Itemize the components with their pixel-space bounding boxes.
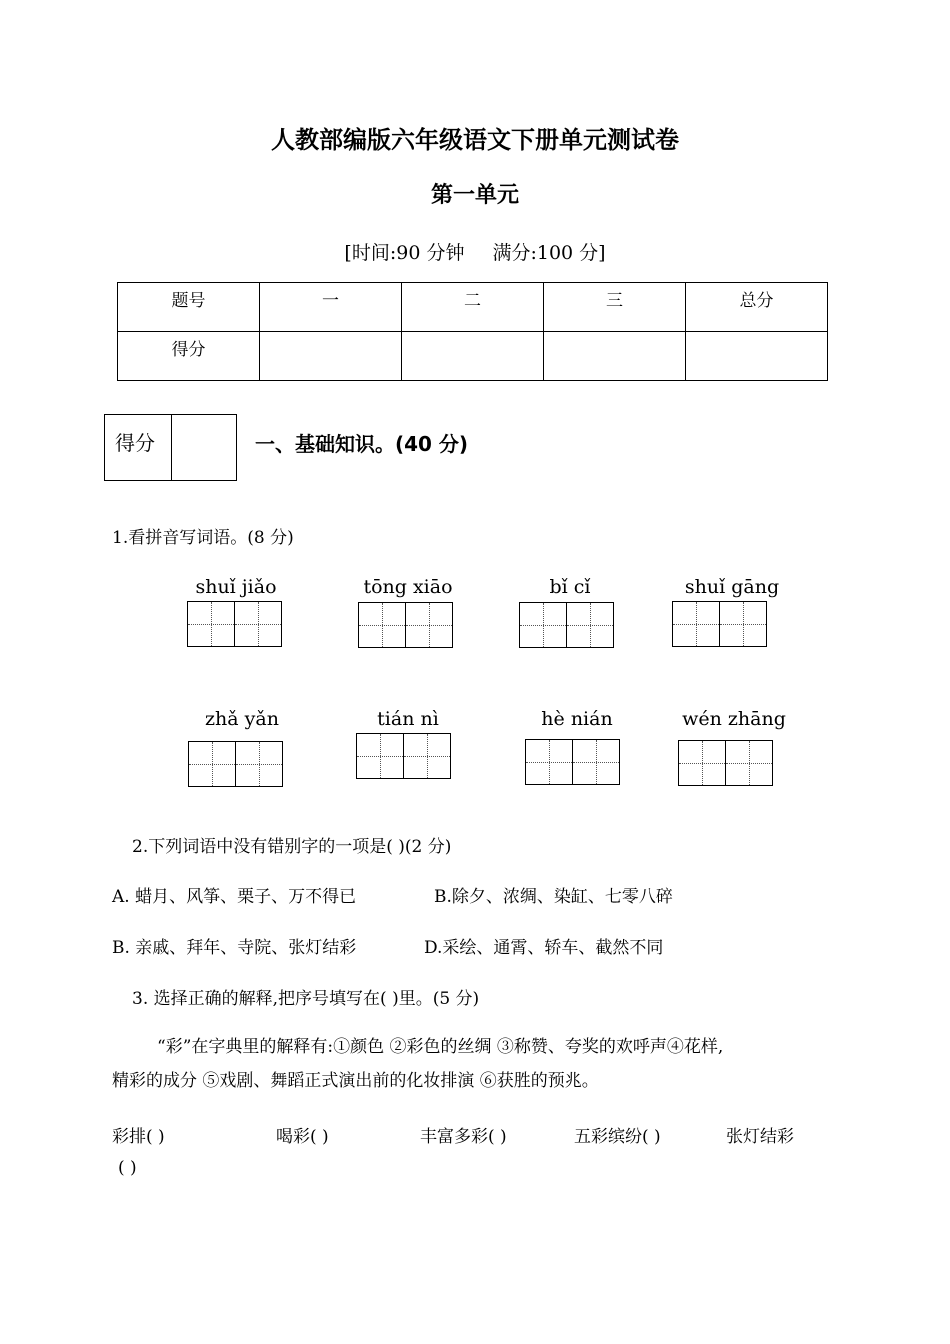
char-box[interactable] bbox=[519, 602, 567, 648]
fill-blank-item[interactable]: 五彩缤纷( ) bbox=[574, 1127, 661, 1147]
fill-blank-paren[interactable]: ( ) bbox=[118, 1158, 137, 1178]
definition-line-1: “彩”在字典里的解释有:①颜色 ②彩色的丝绸 ③称赞、夸奖的欢呼声④花样, bbox=[157, 1037, 724, 1057]
char-box[interactable] bbox=[672, 601, 720, 647]
pinyin-label: tōng xiāo bbox=[363, 576, 453, 598]
char-box[interactable] bbox=[719, 601, 767, 647]
table-cell: 二 bbox=[402, 283, 544, 332]
score-input-cell[interactable] bbox=[544, 332, 686, 381]
pinyin-label: shuǐ gāng bbox=[684, 576, 780, 598]
writing-boxes[interactable] bbox=[672, 601, 765, 647]
time-info bbox=[0, 238, 950, 265]
table-cell: 题号 bbox=[118, 283, 260, 332]
section-heading: 一、基础知识。(40 分) bbox=[255, 432, 469, 456]
option-b: B. 亲戚、拜年、寺院、张灯结彩 bbox=[112, 938, 357, 958]
option-a: A. 蜡月、风筝、栗子、万不得已 bbox=[112, 887, 357, 907]
pinyin-label: wén zhāng bbox=[682, 708, 786, 730]
question-1: 1.看拼音写词语。(8 分) bbox=[112, 528, 294, 548]
char-box[interactable] bbox=[188, 741, 236, 787]
char-box[interactable] bbox=[356, 733, 404, 779]
unit-subtitle: 第一单元 bbox=[430, 183, 519, 208]
table-cell: 总分 bbox=[686, 283, 828, 332]
writing-boxes[interactable] bbox=[525, 739, 618, 785]
section-score-input[interactable] bbox=[172, 415, 236, 480]
writing-boxes[interactable] bbox=[678, 740, 771, 786]
table-cell: 得分 bbox=[118, 332, 260, 381]
definition-line-2: 精彩的成分 ⑤戏剧、舞蹈正式演出前的化妆排演 ⑥获胜的预兆。 bbox=[112, 1071, 599, 1091]
pinyin-label: hè nián bbox=[541, 708, 613, 730]
writing-boxes[interactable] bbox=[188, 741, 281, 787]
writing-boxes[interactable] bbox=[187, 601, 280, 647]
char-box[interactable] bbox=[525, 739, 573, 785]
exam-title: 人教部编版六年级语文下册单元测试卷 bbox=[271, 126, 679, 154]
fill-blank-item[interactable]: 喝彩( ) bbox=[276, 1127, 329, 1147]
pinyin-label: zhǎ yǎn bbox=[205, 708, 279, 730]
char-box[interactable] bbox=[403, 733, 451, 779]
fill-blank-item: 张灯结彩 bbox=[726, 1127, 794, 1147]
writing-boxes[interactable] bbox=[519, 602, 612, 648]
table-cell: 一 bbox=[260, 283, 402, 332]
char-box[interactable] bbox=[725, 740, 773, 786]
pinyin-label: tián nì bbox=[377, 708, 439, 730]
section-score-label: 得分 bbox=[105, 415, 172, 480]
question-2: 2.下列词语中没有错别字的一项是( )(2 分) bbox=[132, 837, 452, 857]
table-cell: 三 bbox=[544, 283, 686, 332]
char-box[interactable] bbox=[405, 602, 453, 648]
char-box[interactable] bbox=[234, 601, 282, 647]
writing-boxes[interactable] bbox=[356, 733, 449, 779]
char-box[interactable] bbox=[566, 602, 614, 648]
full-score: 满分:100 分] bbox=[492, 242, 606, 264]
fill-blank-item[interactable]: 丰富多彩( ) bbox=[420, 1127, 507, 1147]
char-box[interactable] bbox=[235, 741, 283, 787]
question-3: 3. 选择正确的解释,把序号填写在( )里。(5 分) bbox=[132, 989, 480, 1009]
table-row bbox=[118, 283, 828, 332]
section-score-box bbox=[104, 414, 237, 481]
score-input-cell[interactable] bbox=[260, 332, 402, 381]
fill-blank-item[interactable]: 彩排( ) bbox=[112, 1127, 165, 1147]
char-box[interactable] bbox=[187, 601, 235, 647]
pinyin-label: shuǐ jiǎo bbox=[195, 576, 277, 598]
option-b-upper: B.除夕、浓绸、染缸、七零八碎 bbox=[434, 887, 673, 907]
writing-boxes[interactable] bbox=[358, 602, 451, 648]
char-box[interactable] bbox=[358, 602, 406, 648]
option-d: D.采绘、通霄、轿车、截然不同 bbox=[424, 938, 664, 958]
pinyin-label: bǐ cǐ bbox=[549, 576, 591, 598]
char-box[interactable] bbox=[572, 739, 620, 785]
score-table bbox=[117, 282, 828, 381]
time-limit: [时间:90 分钟 bbox=[344, 242, 465, 264]
score-input-cell[interactable] bbox=[402, 332, 544, 381]
score-input-cell[interactable] bbox=[686, 332, 828, 381]
table-row bbox=[118, 332, 828, 381]
char-box[interactable] bbox=[678, 740, 726, 786]
